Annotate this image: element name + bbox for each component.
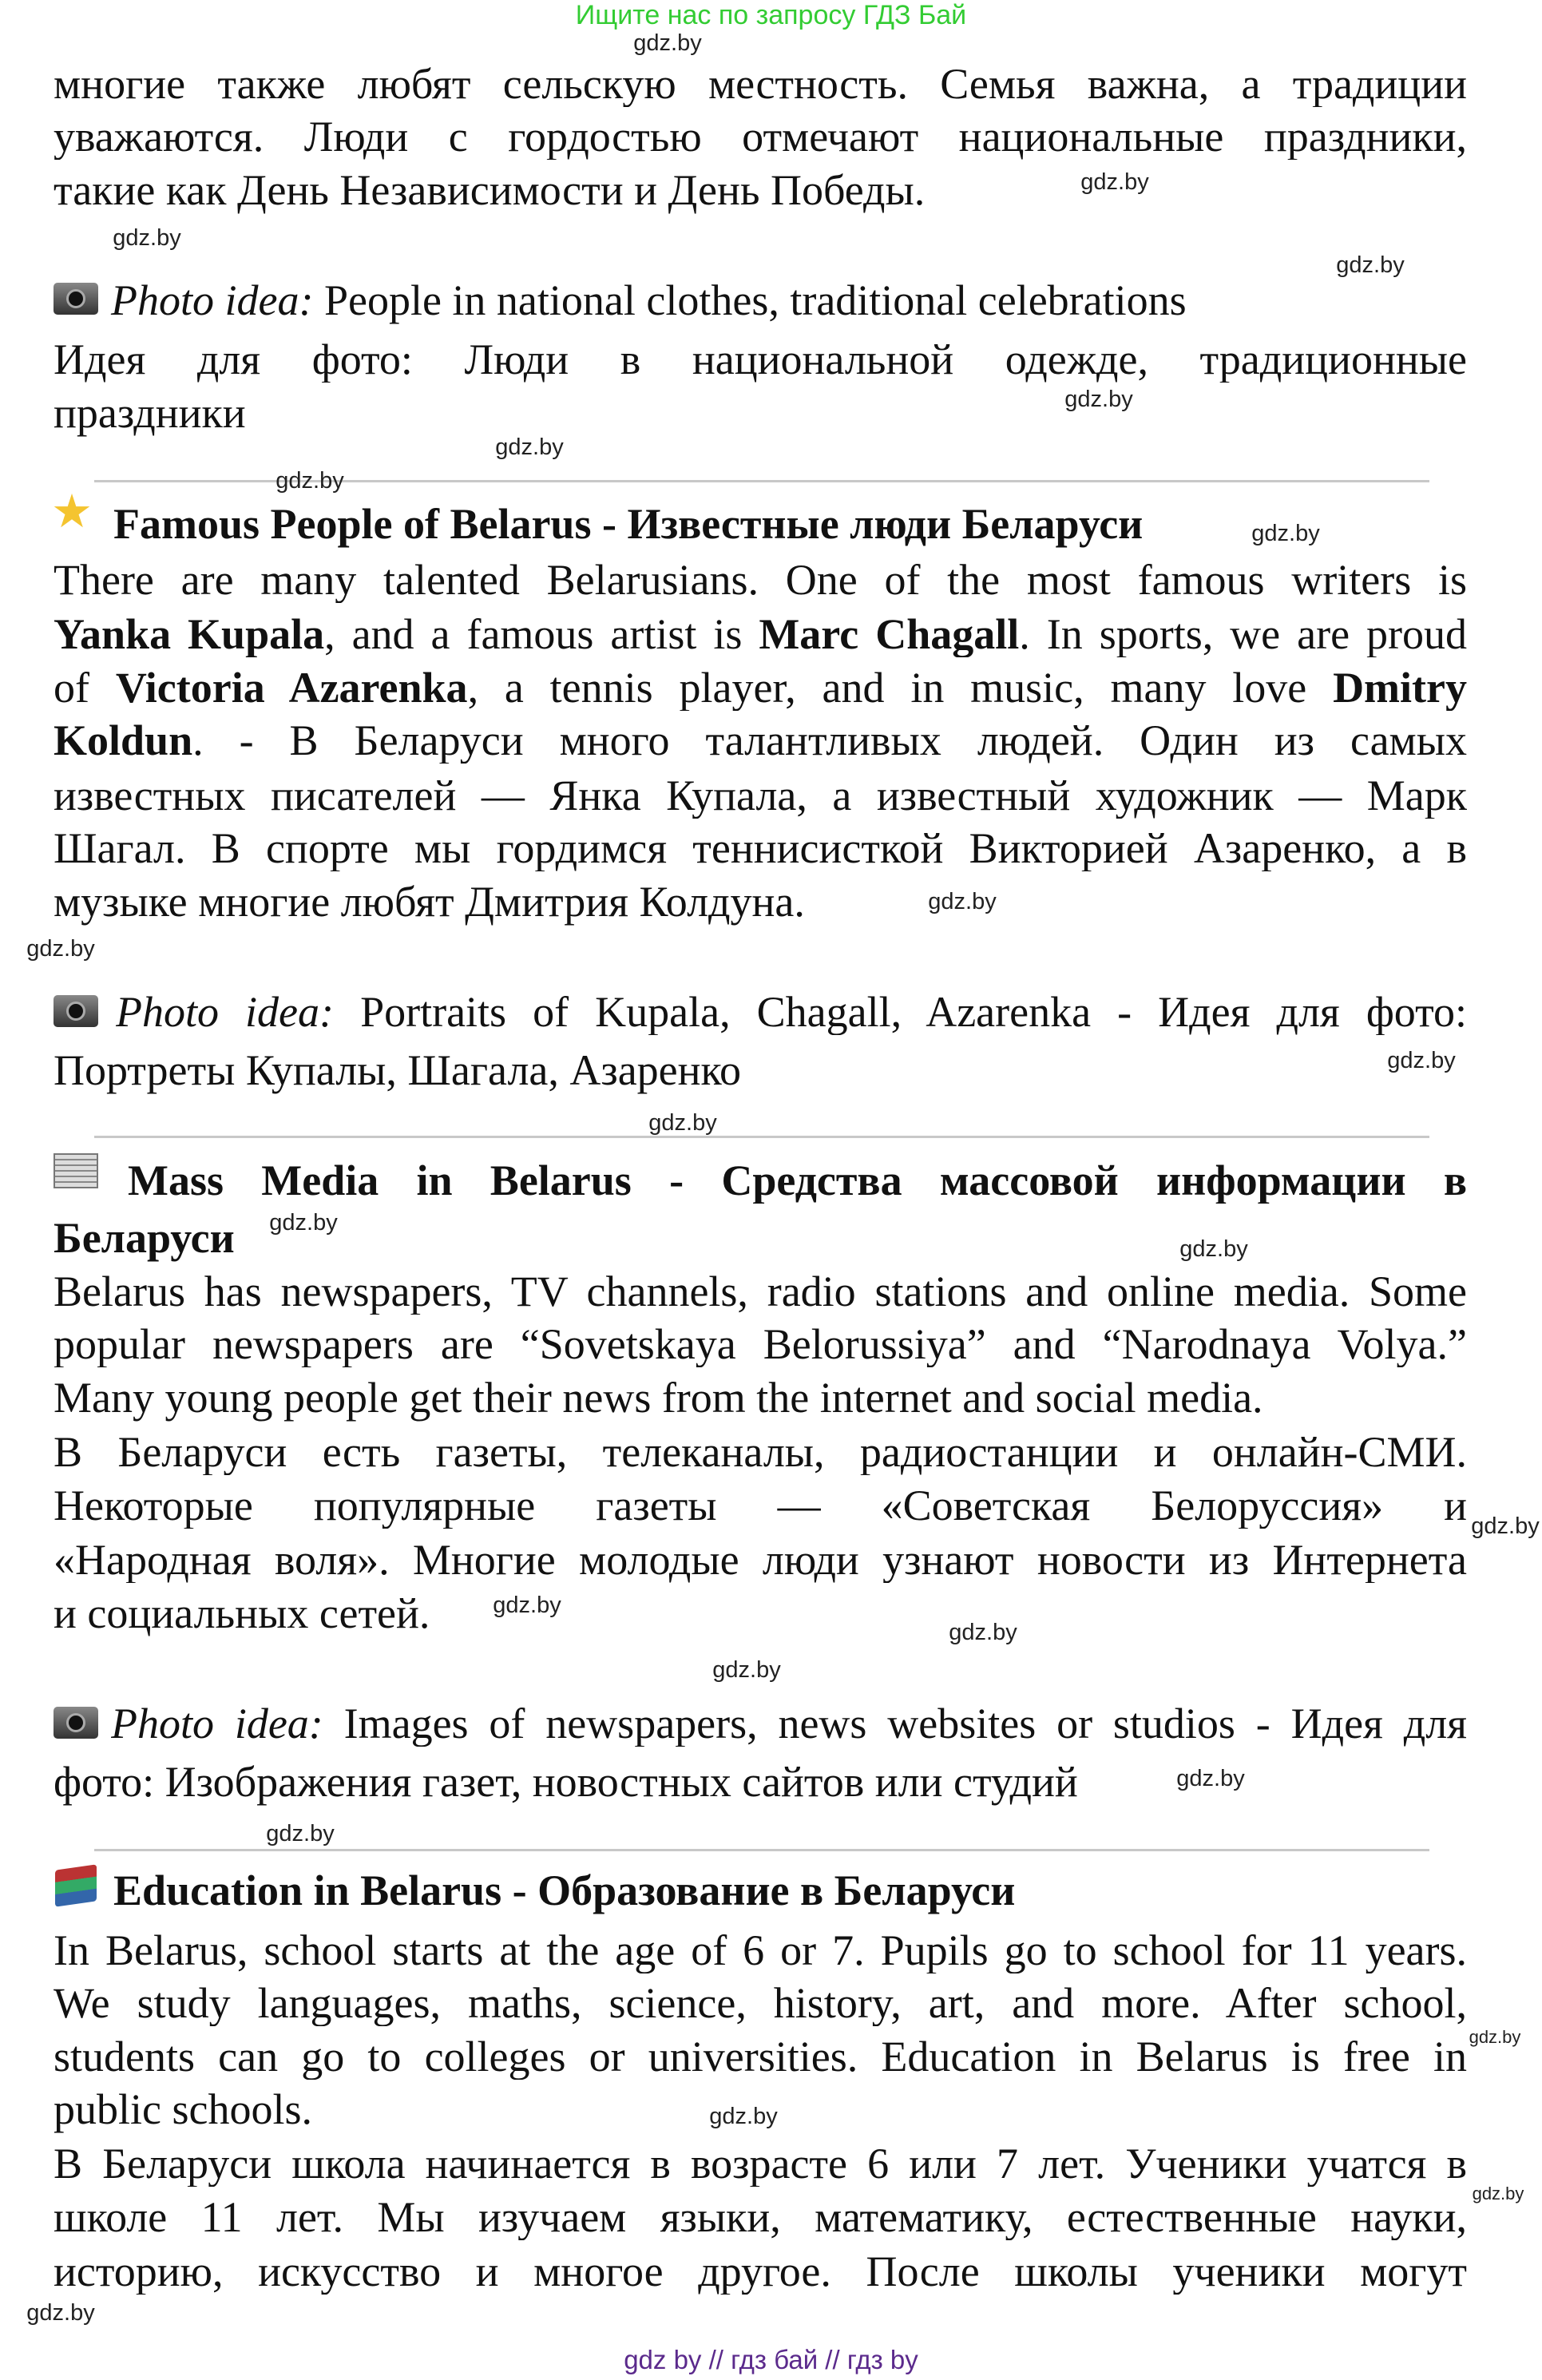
name-bold: Dmitry	[1333, 664, 1467, 711]
star-icon: ★	[51, 486, 93, 537]
section-heading: Famous People of Belarus - Известные люди Беларуси	[113, 500, 1144, 548]
name-bold: Victoria Azarenka	[115, 664, 468, 711]
text-line: уважаются. Люди с гордостью отмечают национальные праздники,	[54, 113, 1467, 160]
text-line: фото: Изображения газет, новостных сайтов или студий	[54, 1758, 1078, 1806]
text-span: of	[54, 664, 116, 711]
watermark: gdz.by	[1251, 521, 1320, 546]
text-line: students can go to colleges or universities. Education in Belarus is free in	[54, 2033, 1467, 2080]
watermark: gdz.by	[709, 2104, 778, 2129]
watermark: gdz.by	[1176, 1766, 1245, 1791]
text-line	[54, 717, 1467, 764]
text-line: There are many talented Belarusians. One of the most famous writers is	[54, 557, 1467, 603]
text-line: музыке многие любят Дмитрия Колдуна.	[54, 878, 805, 926]
watermark: gdz.by	[1469, 2027, 1521, 2047]
watermark: gdz.by	[275, 468, 344, 494]
text-line: popular newspapers are “Sovetskaya Belorussiya” and “Narodnaya Volya.”	[54, 1321, 1467, 1367]
watermark: gdz.by	[1472, 2184, 1524, 2203]
text-line: праздники	[54, 389, 246, 437]
text-line: Many young people get their news from the internet and social media.	[54, 1374, 1263, 1422]
text-line: известных писателей — Янка Купала, а известный художник — Марк	[54, 772, 1467, 819]
section-heading: Education in Belarus - Образование в Беларуси	[113, 1866, 1016, 1914]
name-bold: Marc Chagall	[759, 611, 1020, 657]
text-span: . - В Беларуси много талантливых людей. Один из самых	[192, 717, 1467, 764]
photo-idea-text: People in national clothes, traditional celebrations	[313, 276, 1187, 324]
watermark: gdz.by	[493, 1593, 561, 1618]
name-bold: Koldun	[54, 717, 193, 764]
text-line: Портреты Купалы, Шагала, Азаренко	[54, 1046, 742, 1094]
text-line: Belarus has newspapers, TV channels, radio stations and online media. Some	[54, 1268, 1467, 1315]
photo-idea-line	[116, 989, 1467, 1035]
watermark: gdz.by	[26, 2300, 95, 2326]
text-span: , and a famous artist is	[324, 611, 759, 657]
watermark: gdz.by	[269, 1210, 338, 1236]
text-line: такие как День Независимости и День Победы.	[54, 166, 926, 214]
footer-links: gdz by // гдз бай // гдз by	[624, 2345, 918, 2374]
watermark: gdz.by	[949, 1620, 1017, 1645]
text-line: Некоторые популярные газеты — «Советская Белоруссия» и	[54, 1482, 1467, 1529]
section-heading: Mass Media in Belarus - Средства массовой информации в	[128, 1157, 1467, 1204]
photo-idea-line	[111, 277, 1187, 323]
watermark: gdz.by	[1471, 1513, 1540, 1539]
text-line: В Беларуси школа начинается в возрасте 6 или 7 лет. Ученики учатся в	[54, 2140, 1467, 2187]
watermark: gdz.by	[495, 434, 564, 460]
photo-idea-text: Portraits of Kupala, Chagall, Azarenka - Идея для фото:	[334, 989, 1467, 1035]
watermark: gdz.by	[712, 1657, 781, 1683]
watermark: gdz.by	[1179, 1236, 1248, 1262]
text-span: , a tennis player, and in music, many love	[467, 664, 1334, 711]
search-banner: Ищите нас по запросу ГДЗ Бай	[575, 0, 967, 30]
text-line	[54, 611, 1467, 657]
text-line: In Belarus, school starts at the age of 6 or 7. Pupils go to school for 11 years.	[54, 1927, 1467, 1973]
watermark: gdz.by	[928, 889, 997, 914]
photo-idea-label: Photo idea:	[111, 276, 314, 324]
camera-icon	[54, 1707, 98, 1739]
watermark: gdz.by	[1387, 1048, 1456, 1073]
text-line: Идея для фото: Люди в национальной одежде, традиционные	[54, 336, 1467, 383]
photo-idea-text: Images of newspapers, news websites or studios - Идея для	[323, 1700, 1467, 1747]
watermark: gdz.by	[1080, 169, 1149, 195]
watermark: gdz.by	[633, 30, 702, 56]
newspaper-icon	[54, 1153, 98, 1188]
divider	[94, 1849, 1429, 1851]
divider	[94, 1136, 1429, 1138]
text-line: «Народная воля». Многие молодые люди узнают новости из Интернета	[54, 1537, 1467, 1583]
camera-icon	[54, 283, 98, 315]
text-line: и социальных сетей.	[54, 1589, 430, 1637]
watermark: gdz.by	[1336, 252, 1405, 278]
text-span: . In sports, we are proud	[1019, 611, 1467, 657]
watermark: gdz.by	[266, 1821, 335, 1846]
photo-idea-label: Photo idea:	[116, 989, 335, 1035]
text-line: We study languages, maths, science, history, art, and more. After school,	[54, 1980, 1467, 2026]
name-bold: Yanka Kupala	[54, 611, 325, 657]
text-line: В Беларуси есть газеты, телеканалы, радиостанции и онлайн-СМИ.	[54, 1429, 1467, 1475]
photo-idea-label: Photo idea:	[111, 1700, 323, 1747]
watermark: gdz.by	[1064, 387, 1133, 412]
camera-icon	[54, 995, 98, 1027]
text-line: многие также любят сельскую местность. Семья важна, а традиции	[54, 61, 1467, 107]
books-icon	[55, 1864, 97, 1906]
text-line: историю, искусство и многое другое. После школы ученики могут	[54, 2248, 1467, 2295]
text-line	[54, 664, 1467, 711]
watermark: gdz.by	[26, 936, 95, 962]
watermark: gdz.by	[113, 225, 181, 251]
photo-idea-line	[111, 1700, 1467, 1747]
section-heading: Беларуси	[54, 1214, 235, 1262]
watermark: gdz.by	[648, 1110, 717, 1136]
text-line: Шагал. В спорте мы гордимся теннисисткой Викторией Азаренко, а в	[54, 825, 1467, 871]
text-line: public schools.	[54, 2085, 312, 2133]
text-line: школе 11 лет. Мы изучаем языки, математику, естественные науки,	[54, 2194, 1467, 2240]
